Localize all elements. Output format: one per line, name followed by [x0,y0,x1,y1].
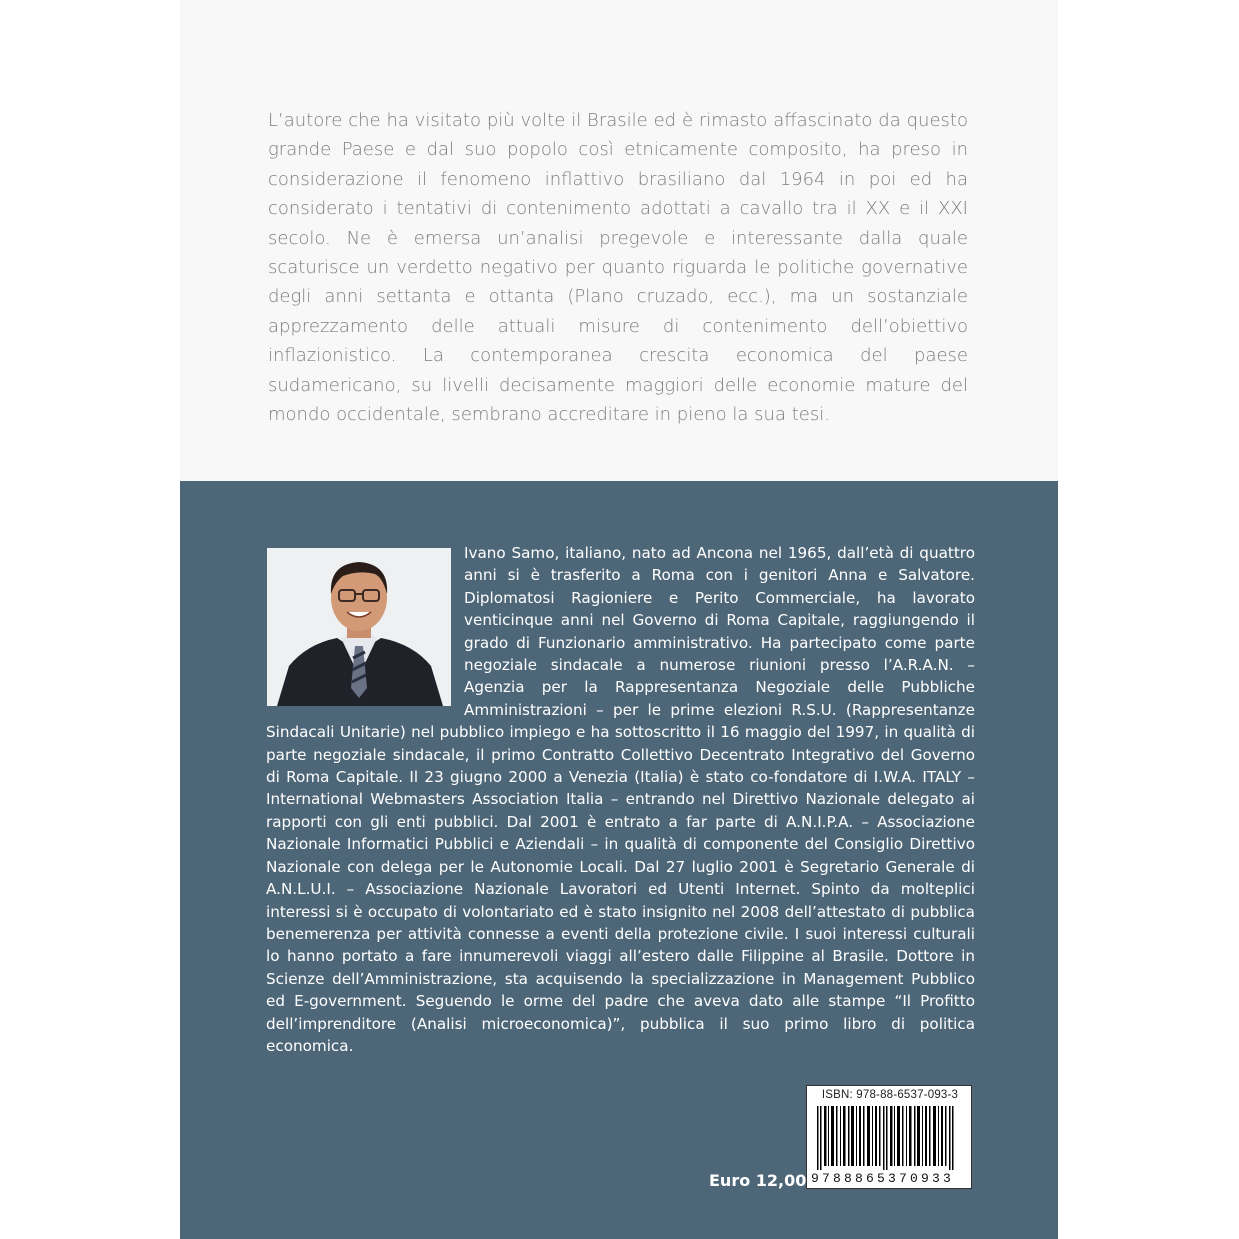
book-back-cover [180,0,1058,1239]
isbn-barcode [806,1085,972,1189]
barcode-digits: 9788865370933 [811,1171,955,1186]
isbn-label: ISBN: 978-88-6537-093-3 [821,1089,959,1101]
barcode-bars-icon [813,1106,967,1170]
author-bio-text: Ivano Samo, italiano, nato ad Ancona nel 1965, dall’età di quattro anni si è trasferito a Roma con i genitori Anna e Salvatore. Diplomatosi Ragioniere e Perito Commerciale, ha lavorato venticinque anni nel Governo di Roma Capitale, raggiungendo il grado di Funzionario amministrativo. Ha partecipato come parte negoziale sindacale a numerose riunioni presso l’A.R.A.N. – Agenzia per la Rappresentanza Negoziale delle Pubbliche Amministrazioni – per le prime elezioni R.S.U. (Rappresentanze Sindacali Unitarie) nel pubblico impiego e ha sottoscritto il 16 maggio del 1997, in qualità di parte negoziale sindacale, il primo Contratto Collettivo Decentrato Integrativo del Governo di Roma Capitale. Il 23 giugno 2000 a Venezia (Italia) è stato co-fondatore di I.W.A. ITALY – International Webmasters Association Italia – entrando nel Direttivo Nazionale delegato ai rapporti con gli enti pubblici. Dal 2001 è entrato a far parte di A.N.I.P.A. – Associazione Nazionale Informatici Pubblici e Aziendali – in qualità di componente del Consiglio Direttivo Nazionale con delega per le Autonomie Locali. Dal 27 luglio 2001 è Segretario Generale di A.N.L.U.I. – Associazione Nazionale Lavoratori ed Utenti Internet. Spinto da molteplici interessi si è occupato di volontariato ed è stato insignito nel 2008 dell’attestato di pubblica benemerenza per attività connesse a eventi della protezione civile. I suoi interessi culturali lo hanno portato a fare innumerevoli viaggi all’estero dalle Filippine al Brasile. Dottore in Scienze dell’Amministrazione, sta acquisendo la specializzazione in Management Pubblico ed E-government. Seguendo le orme del padre che aveva dato alle stampe “Il Profitto dell’imprenditore (Analisi microeconomica)”, pubblica il suo primo libro di politica economica. [266,544,975,1055]
synopsis-text: L’autore che ha visitato più volte il Brasile ed è rimasto affascinato da questo grande Paese e dal suo popolo così etnicamente composito, ha preso in considerazione il fenomeno inflattivo brasiliano dal 1964 in poi ed ha considerato i tentativi di contenimento adottati a cavallo tra il XX e il XXI secolo. Ne è emersa un’analisi pregevole e interessante dalla quale scaturisce un verdetto negativo per quanto riguarda le politiche governative degli anni settanta e ottanta (Plano cruzado, ecc.), ma un sostanziale apprezzamento delle attuali misure di contenimento dell’obiettivo inflazionistico. La contemporanea crescita economica del paese sudamericano, su livelli decisamente maggiori delle economie mature del mondo occidentale, sembrano accreditare in pieno la sua tesi. [268,110,968,426]
author-section [180,481,1058,1239]
synopsis-section [180,0,1058,481]
photo-spacer [266,542,464,704]
price-label: Euro 12,00 [709,1171,807,1190]
author-bio [266,542,975,1057]
